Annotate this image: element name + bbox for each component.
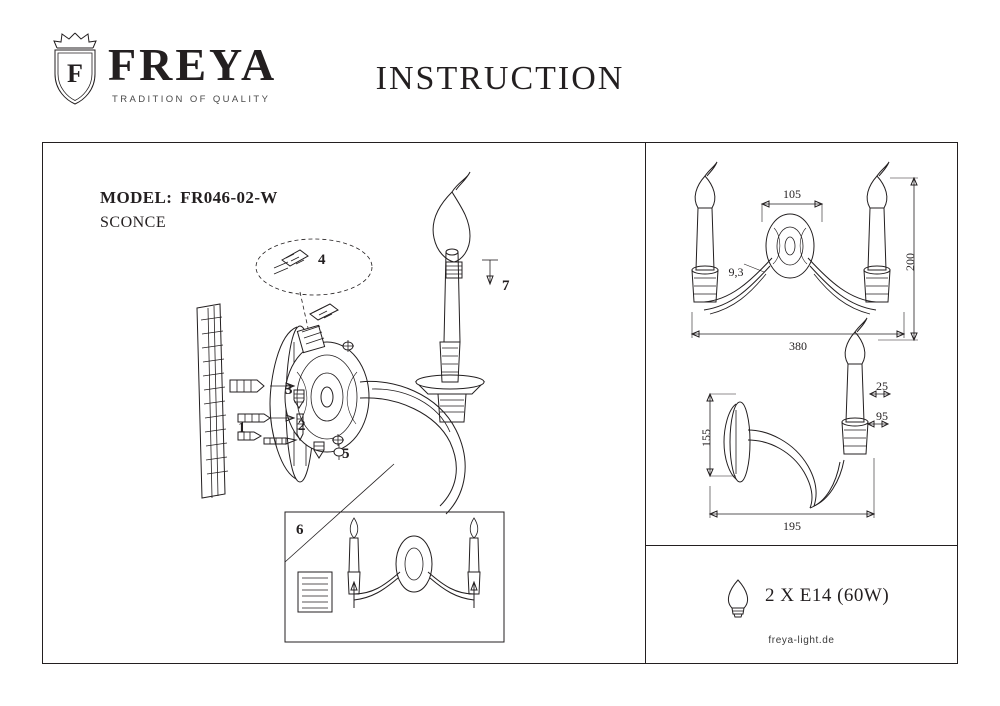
- candle-bulb: [433, 172, 470, 278]
- callout-7: 7: [502, 278, 510, 294]
- dim-25: 25: [876, 379, 888, 393]
- website-url: freya-light.de: [768, 635, 835, 646]
- dim-105: 105: [783, 187, 801, 201]
- callout-1: 1: [238, 420, 246, 436]
- dim-195: 195: [783, 519, 801, 533]
- model-type: SCONCE: [100, 214, 167, 231]
- callout-6: 6: [296, 522, 304, 538]
- lamp-spec-text: 2 X E14 (60W): [765, 585, 890, 606]
- model-code: FR046-02-W: [180, 188, 278, 207]
- brand-tagline: TRADITION OF QUALITY: [112, 94, 271, 105]
- callout-3: 3: [285, 382, 293, 398]
- dim-93: 9,3: [728, 265, 744, 279]
- detail-box-6: [285, 464, 504, 642]
- callout-4: 4: [318, 252, 326, 268]
- svg-text:F: F: [67, 59, 83, 88]
- detail-bubble-4: [256, 239, 372, 328]
- lamp-spec-cell: [645, 545, 958, 664]
- dim-95: 95: [876, 409, 888, 423]
- mini-sconce: [298, 518, 480, 612]
- dim-155: 155: [699, 429, 713, 447]
- callout-2: 2: [298, 418, 306, 434]
- front-view: [692, 162, 918, 353]
- model-label: MODEL:: [100, 188, 173, 207]
- bulb-icon: [721, 577, 755, 619]
- page-title: INSTRUCTION: [375, 60, 625, 97]
- callout-7-arrow: [482, 260, 498, 284]
- brand-name: FREYA: [108, 39, 278, 90]
- callout-5: 5: [342, 446, 350, 462]
- dim-200: 200: [903, 253, 917, 271]
- dim-380: 380: [789, 339, 807, 353]
- lamp-arm-candle: [360, 249, 484, 514]
- crystal-panel: [197, 304, 228, 498]
- assembly-exploded-view: [197, 172, 510, 642]
